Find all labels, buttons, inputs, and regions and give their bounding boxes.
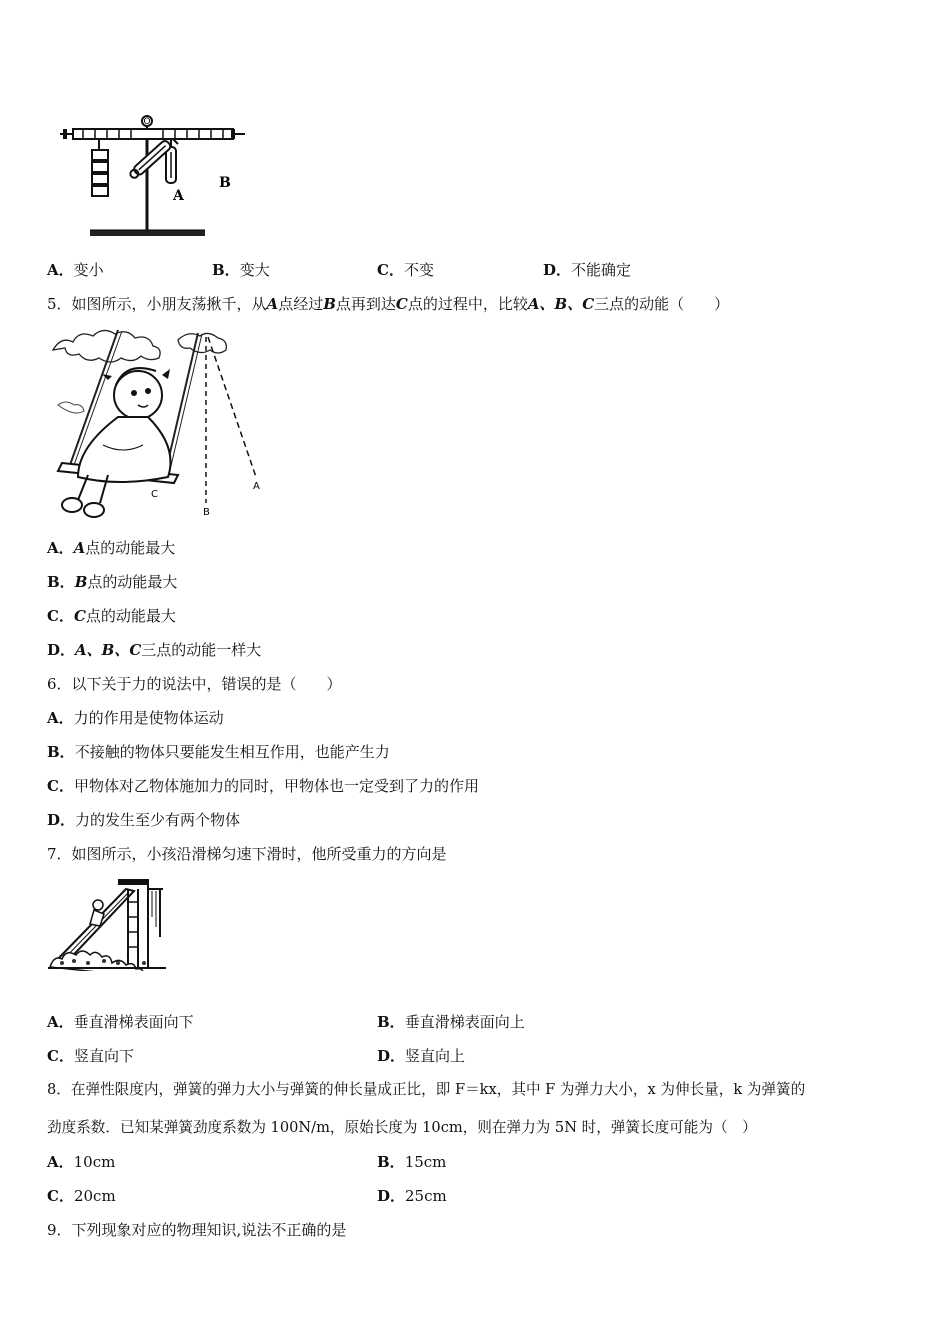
- q4-option-b[interactable]: B．变大: [212, 261, 270, 279]
- q8-option-c[interactable]: C．20cm: [47, 1187, 116, 1205]
- q8-stem-line1: 8．在弹性限度内，弹簧的弹力大小与弹簧的伸长量成正比，即 F＝kx，其中 F 为弹力大小，x 为伸长量，k 为弹簧的: [47, 1081, 806, 1098]
- q6-option-b[interactable]: B．不接触的物体只要能发生相互作用，也能产生力: [47, 743, 390, 761]
- q5-option-a[interactable]: A．A点的动能最大: [47, 539, 176, 557]
- q8-option-d[interactable]: D．25cm: [377, 1187, 447, 1205]
- q6-option-c[interactable]: C．甲物体对乙物体施加力的同时，甲物体也一定受到了力的作用: [47, 777, 479, 795]
- swing-label-a: A: [253, 481, 260, 492]
- q8-stem-line2: 劲度系数．已知某弹簧劲度系数为 100N/m，原始长度为 10cm，则在弹力为 5N 时，弹簧长度可能为（ ）: [47, 1119, 757, 1136]
- q4-option-a[interactable]: A．变小: [47, 261, 104, 279]
- q9-stem: 9．下列现象对应的物理知识,说法不正确的是: [47, 1221, 347, 1239]
- q7-option-d[interactable]: D．竖直向上: [377, 1047, 466, 1065]
- swing-label-c: C: [151, 489, 158, 500]
- slide-figure: [48, 877, 166, 971]
- q4-option-c[interactable]: C．不变: [377, 261, 434, 279]
- q6-option-d[interactable]: D．力的发生至少有两个物体: [47, 811, 241, 829]
- q6-stem: 6．以下关于力的说法中，错误的是（ ）: [47, 675, 342, 693]
- q7-option-b[interactable]: B．垂直滑梯表面向上: [377, 1013, 525, 1031]
- lever-figure: [55, 112, 250, 242]
- q7-option-a[interactable]: A．垂直滑梯表面向下: [47, 1013, 194, 1031]
- q5-stem: 5．如图所示，小朋友荡揪千，从A点经过B点再到达C点的过程中，比较A、B、C三点的动能（ ）: [47, 295, 730, 313]
- label-a: A: [173, 188, 184, 204]
- swing-label-b: B: [203, 507, 210, 518]
- pivot-label: O: [143, 117, 151, 127]
- q4-option-d[interactable]: D．不能确定: [543, 261, 632, 279]
- label-b: B: [219, 175, 231, 191]
- q8-option-b[interactable]: B．15cm: [377, 1153, 447, 1171]
- q5-option-b[interactable]: B．B点的动能最大: [47, 573, 178, 591]
- q7-stem: 7．如图所示，小孩沿滑梯匀速下滑时，他所受重力的方向是: [47, 845, 447, 863]
- q5-option-d[interactable]: D．A、B、C三点的动能一样大: [47, 641, 262, 659]
- q8-option-a[interactable]: A．10cm: [47, 1153, 116, 1171]
- q5-option-c[interactable]: C．C点的动能最大: [47, 607, 176, 625]
- q6-option-a[interactable]: A．力的作用是使物体运动: [47, 709, 224, 727]
- swing-figure: [48, 325, 268, 520]
- q7-option-c[interactable]: C．竖直向下: [47, 1047, 134, 1065]
